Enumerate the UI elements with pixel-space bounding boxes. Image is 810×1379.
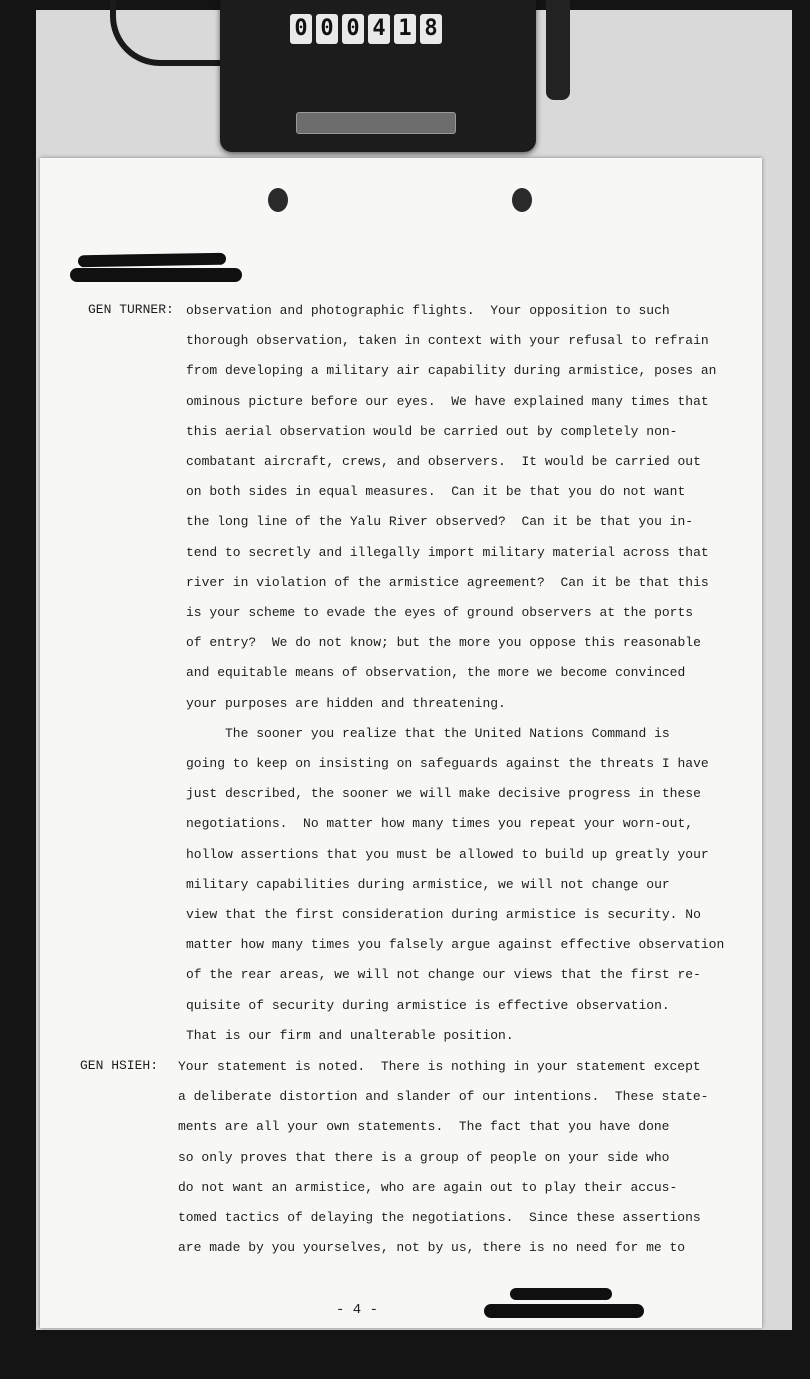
text-line: and equitable means of observation, the more we become convinced bbox=[186, 665, 686, 681]
text-line: ments are all your own statements. The fact that you have done bbox=[178, 1119, 670, 1135]
text-line: view that the first consideration during armistice is security. No bbox=[186, 907, 701, 922]
text-line: from developing a military air capability during armistice, poses an bbox=[186, 363, 717, 379]
text-line: matter how many times you falsely argue against effective observation bbox=[186, 937, 725, 953]
text-line: river in violation of the armistice agreement? Can it be that this bbox=[186, 574, 709, 590]
counter-knob bbox=[546, 0, 570, 100]
text-line: is your scheme to evade the eyes of ground observers at the ports bbox=[186, 605, 694, 620]
redaction-mark bbox=[70, 268, 242, 282]
speaker-label: GEN TURNER: bbox=[88, 302, 174, 317]
text-line: your purposes are hidden and threatening. bbox=[186, 695, 506, 711]
page-number: - 4 - bbox=[336, 1302, 379, 1318]
text-line: of the rear areas, we will not change our views that the first re- bbox=[186, 967, 701, 983]
counter-digit: 0 bbox=[290, 14, 312, 44]
text-line: The sooner you realize that the United Nations Command is bbox=[186, 725, 670, 741]
counter-digit: 0 bbox=[342, 14, 364, 44]
redaction-mark bbox=[484, 1304, 644, 1318]
text-line: observation and photographic flights. Your opposition to such bbox=[186, 303, 670, 318]
text-line: ominous picture before our eyes. We have explained many times that bbox=[186, 393, 709, 409]
text-line: do not want an armistice, who are again out to play their accus- bbox=[178, 1179, 678, 1195]
text-line: tomed tactics of delaying the negotiations. Since these assertions bbox=[178, 1210, 701, 1225]
text-line: this aerial observation would be carried out by completely non- bbox=[186, 423, 678, 439]
frame-counter-device bbox=[220, 0, 536, 152]
text-line: a deliberate distortion and slander of our intentions. These state- bbox=[178, 1089, 709, 1105]
document-page bbox=[40, 158, 762, 1328]
frame-counter-digits bbox=[290, 14, 442, 44]
text-line: thorough observation, taken in context with your refusal to refrain bbox=[186, 333, 709, 349]
counter-digit: 1 bbox=[394, 14, 416, 44]
counter-digit: 8 bbox=[420, 14, 442, 44]
text-line: negotiations. No matter how many times you repeat your worn-out, bbox=[186, 816, 694, 832]
counter-digit: 0 bbox=[316, 14, 338, 44]
punch-hole bbox=[268, 188, 288, 212]
text-line: of entry? We do not know; but the more you oppose this reasonable bbox=[186, 635, 701, 651]
text-line: going to keep on insisting on safeguards against the threats I have bbox=[186, 756, 709, 771]
text-line: hollow assertions that you must be allowed to build up greatly your bbox=[186, 846, 709, 862]
redaction-mark bbox=[510, 1288, 612, 1300]
redaction-mark bbox=[78, 253, 226, 268]
text-line: are made by you yourselves, not by us, there is no need for me to bbox=[178, 1240, 686, 1256]
punch-hole bbox=[512, 188, 532, 212]
text-line: quisite of security during armistice is effective observation. bbox=[186, 997, 670, 1013]
text-line: tend to secretly and illegally import military material across that bbox=[186, 544, 709, 560]
text-line: the long line of the Yalu River observed? Can it be that you in- bbox=[186, 514, 694, 530]
text-line: That is our firm and unalterable position. bbox=[186, 1027, 514, 1043]
text-line: so only proves that there is a group of people on your side who bbox=[178, 1149, 670, 1165]
text-line: Your statement is noted. There is nothing in your statement except bbox=[178, 1059, 701, 1074]
counter-plate bbox=[296, 112, 456, 134]
speaker-label: GEN HSIEH: bbox=[80, 1058, 159, 1073]
counter-digit: 4 bbox=[368, 14, 390, 44]
text-line: on both sides in equal measures. Can it be that you do not want bbox=[186, 484, 686, 500]
text-line: combatant aircraft, crews, and observers. It would be carried out bbox=[186, 454, 701, 469]
text-line: military capabilities during armistice, we will not change our bbox=[186, 876, 670, 892]
text-line: just described, the sooner we will make decisive progress in these bbox=[186, 786, 701, 802]
